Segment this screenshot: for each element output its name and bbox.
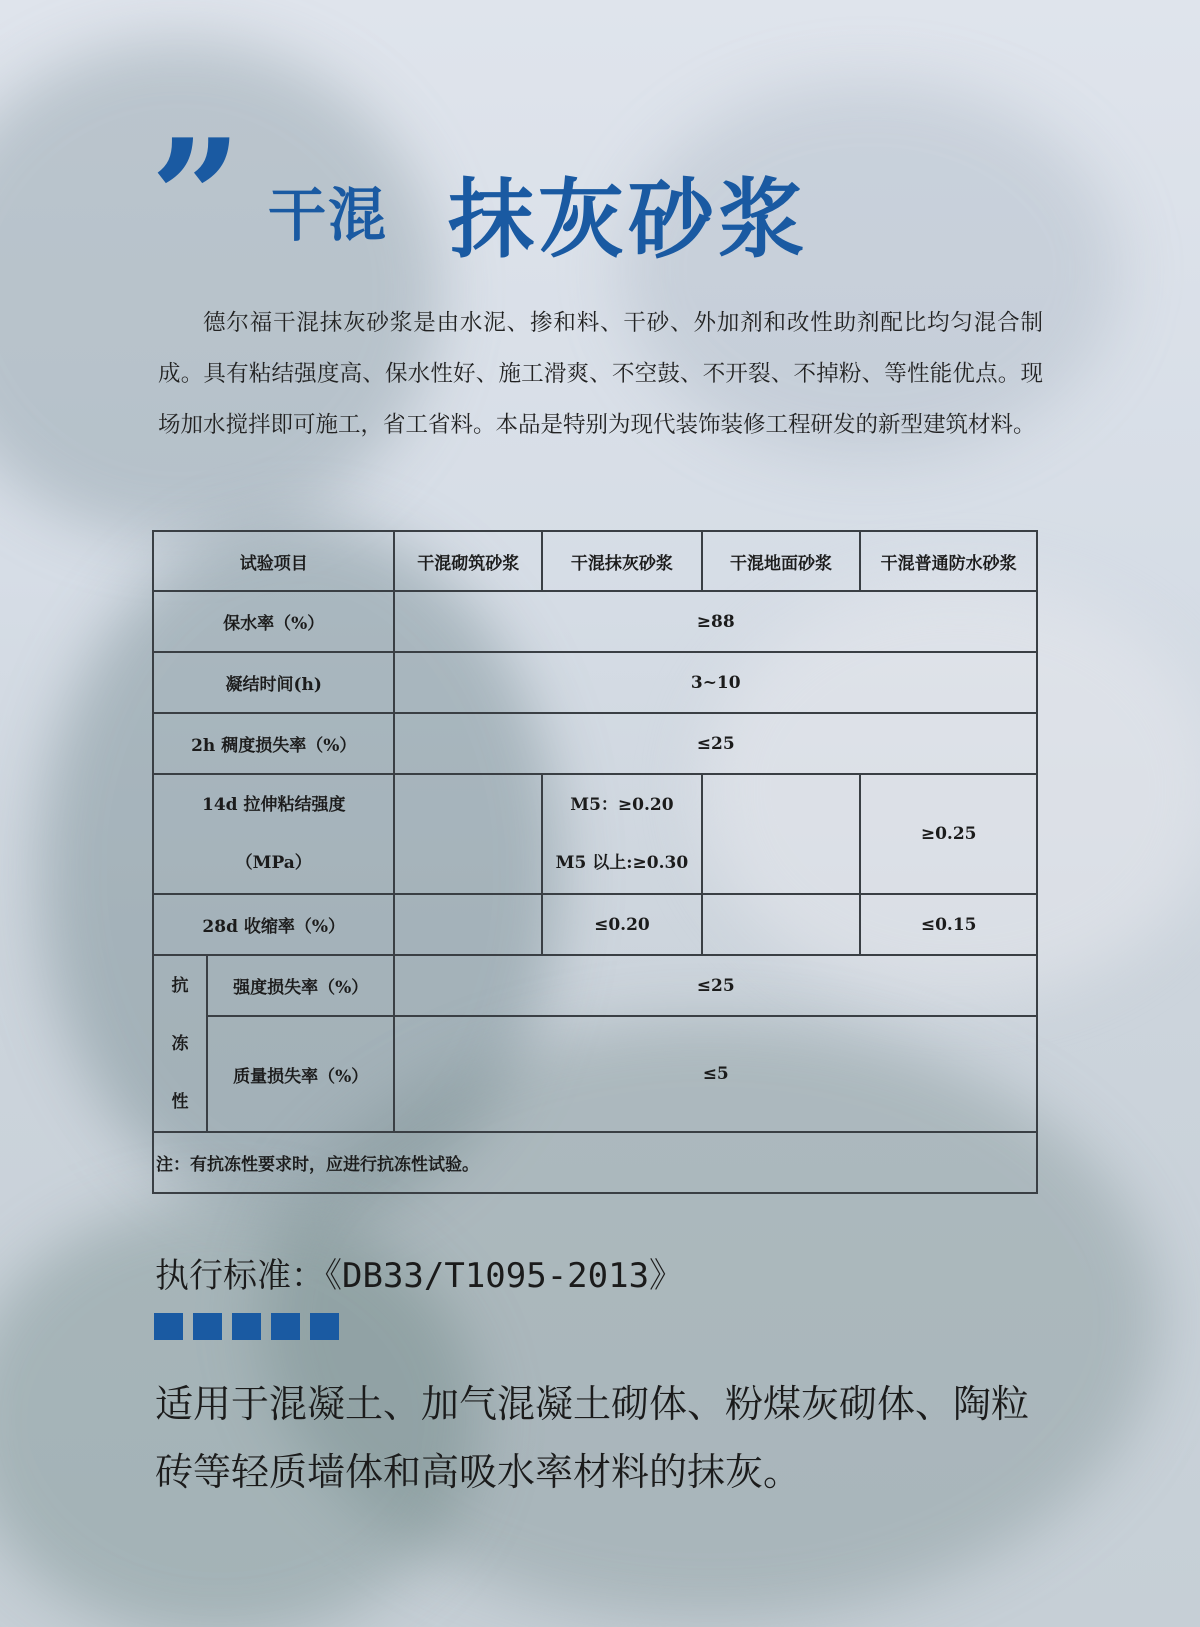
quote-mark-icon: ” [150, 104, 227, 292]
empty-cell [394, 894, 542, 955]
row-value: ≤25 [394, 955, 1037, 1016]
table-row [153, 774, 1037, 894]
square-icon [232, 1313, 261, 1340]
table-row [153, 652, 1037, 713]
bond-plaster-line1: M5：≥0.20 [570, 795, 674, 815]
empty-cell [394, 774, 542, 894]
square-icon [154, 1313, 183, 1340]
title-prefix: 干混 [268, 181, 389, 249]
standard-code: 《DB33/T1095-2013》 [325, 1256, 684, 1296]
square-icon [193, 1313, 222, 1340]
table-row [153, 591, 1037, 652]
row-label: 质量损失率（%） [207, 1016, 395, 1132]
usage-text: 适用于混凝土、加气混凝土砌体、粉煤灰砌体、陶粒砖等轻质墙体和高吸水率材料的抹灰。 [155, 1382, 1030, 1494]
table-note-row [153, 1132, 1037, 1193]
bond-label-line1: 14d 拉伸粘结强度 [202, 795, 346, 815]
page-title: 抹灰砂浆 [448, 170, 808, 270]
bond-label-line2: （MPa） [235, 853, 312, 873]
row-label [153, 774, 394, 894]
square-icon [271, 1313, 300, 1340]
empty-cell [702, 774, 861, 894]
table-header-row [153, 531, 1037, 591]
square-icon [310, 1313, 339, 1340]
bond-waterproof-value: ≥0.25 [860, 774, 1037, 894]
row-value: ≤25 [394, 713, 1037, 774]
table-row [153, 955, 1037, 1016]
header-floor: 干混地面砂浆 [702, 531, 861, 591]
intro-text: 德尔福干混抹灰砂浆是由水泥、掺和料、干砂、外加剂和改性助剂配比均匀混合制成。具有粘结强度高、保水性好、施工滑爽、不空鼓、不开裂、不掉粉、等性能优点。现场加水搅拌即可施工，省工省料。本品是特别为现代装饰装修工程研发的新型建筑材料。 [158, 310, 1043, 438]
decorative-squares [154, 1313, 339, 1340]
empty-cell [702, 894, 861, 955]
intro-paragraph [158, 298, 1043, 451]
table-note: 注：有抗冻性要求时，应进行抗冻性试验。 [153, 1132, 1037, 1193]
shrinkage-waterproof-value: ≤0.15 [860, 894, 1037, 955]
row-value: ≤5 [394, 1016, 1037, 1132]
row-label: 2h 稠度损失率（%） [153, 713, 394, 774]
bond-plaster-value [542, 774, 702, 894]
table-row [153, 1016, 1037, 1132]
table-row [153, 894, 1037, 955]
standard-label: 执行标准： [155, 1256, 325, 1296]
freeze-side-label: 抗 冻 性 [153, 955, 207, 1132]
row-value: 3~10 [394, 652, 1037, 713]
table-row [153, 713, 1037, 774]
row-label: 28d 收缩率（%） [153, 894, 394, 955]
header-masonry: 干混砌筑砂浆 [394, 531, 542, 591]
header-plaster: 干混抹灰砂浆 [542, 531, 702, 591]
row-value: ≥88 [394, 591, 1037, 652]
spec-table [152, 530, 1038, 1194]
bond-plaster-line2: M5 以上:≥0.30 [555, 853, 689, 873]
row-label: 强度损失率（%） [207, 955, 395, 1016]
row-label: 保水率（%） [153, 591, 394, 652]
standard-line [155, 1248, 683, 1297]
header-test-item: 试验项目 [153, 531, 394, 591]
shrinkage-plaster-value: ≤0.20 [542, 894, 702, 955]
header-waterproof: 干混普通防水砂浆 [860, 531, 1037, 591]
row-label: 凝结时间(h) [153, 652, 394, 713]
